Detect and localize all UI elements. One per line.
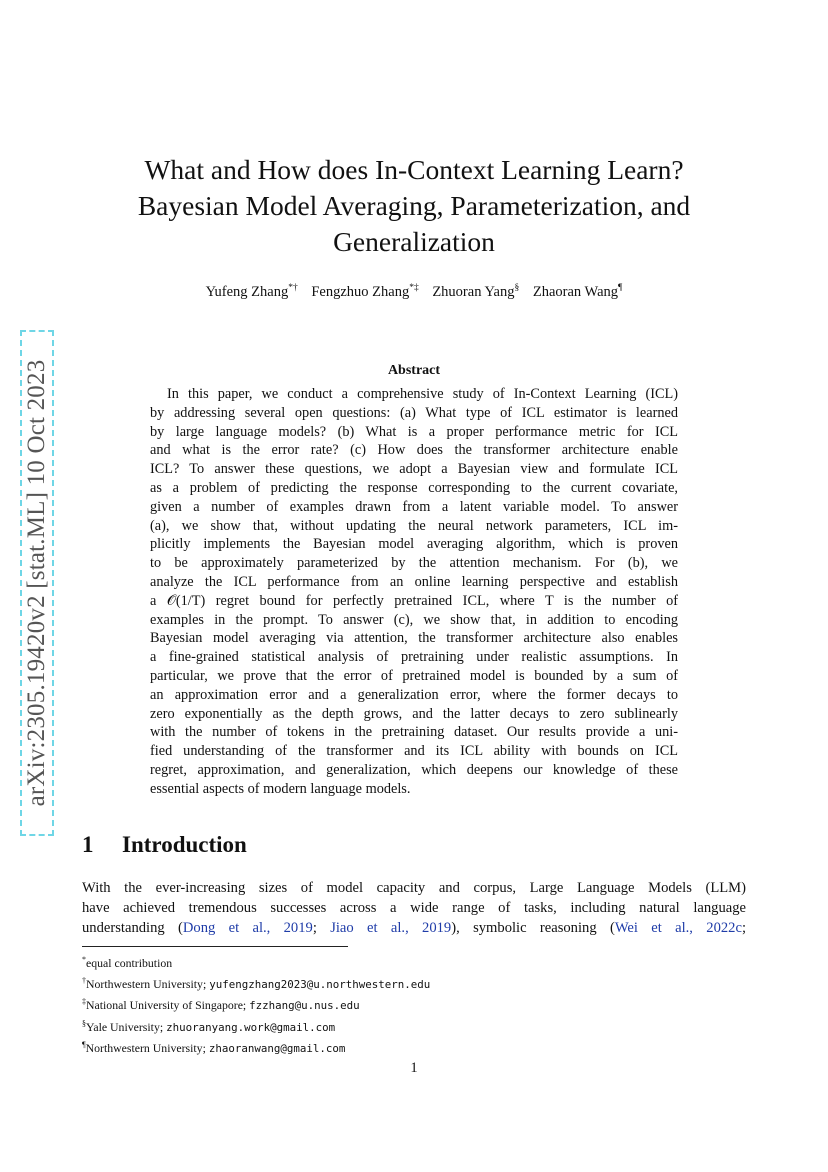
footnotes [82,951,430,1057]
footnote: †Northwestern University; yufengzhang2023@u.northwestern.edu [82,976,431,992]
page-number: 1 [410,1060,418,1076]
abstract-line: with the number of tokens in the pretraining dataset. Our results provide a uni- [150,724,678,741]
section-number: 1 [82,832,94,857]
arxiv-side-stamp[interactable] [20,330,54,836]
section-title: Introduction [122,832,247,857]
abstract-line: particular, we prove that the error of pretrained model is bounded by a sum of [150,667,678,684]
footnote: *equal contribution [82,955,173,970]
footnote-divider [82,946,348,947]
email-address: yufengzhang2023@u.northwestern.edu [209,978,431,992]
title-line: Generalization [333,226,495,257]
citation-link[interactable]: Dong et al., 2019 [182,920,313,936]
citation-link[interactable]: Wei et al., 2022c [614,920,742,936]
abstract-line: as a problem of predicting the response corresponding to the current covariate, [150,479,678,496]
abstract-line: by addressing several open questions: (a) What type of ICL estimator is learned [150,404,678,421]
footnote: §Yale University; zhuoranyang.work@gmail.com [82,1018,336,1034]
footnote: ¶Northwestern University; zhaoranwang@gmail.com [82,1039,346,1055]
author: Zhuoran Yang§ [432,283,520,300]
section-heading [82,832,247,858]
abstract-line: essential aspects of modern language models. [150,780,411,797]
abstract-line: ICL? To answer these questions, we adopt a Bayesian view and formulate ICL [150,461,678,478]
abstract-line: zero exponentially as the depth grows, and the latter decays to zero sublinearly [150,705,678,722]
abstract-line: a fine-grained statistical analysis of pretraining under realistic assumptions. In [150,649,678,666]
abstract-line: a 𝒪(1/T) regret bound for perfectly pretrained ICL, where T is the number of [150,592,678,609]
paper-title [100,152,728,260]
intro-line: have achieved tremendous successes across a wide range of tasks, including natural language [82,900,746,916]
abstract-line: analyze the ICL performance from an online learning perspective and establish [150,573,678,590]
intro-line: With the ever-increasing sizes of model capacity and corpus, Large Language Models (LLM) [82,880,746,896]
abstract-body [150,385,678,799]
author: Fengzhuo Zhang*‡ [311,283,419,300]
abstract-line: to be approximately parameterized by the attention mechanism. For (b), we [150,555,678,572]
abstract-line: and what is the error rate? (c) How does the transformer architecture enable [150,442,678,459]
citation-link[interactable]: Jiao et al., 2019 [330,920,452,936]
abstract-line: In this paper, we conduct a comprehensive study of In-Context Learning (ICL) [167,386,678,402]
abstract-line: an approximation error and a generalization error, where the former decays to [150,686,678,703]
author: Yufeng Zhang*† [205,283,298,300]
email-address: zhaoranwang@gmail.com [208,1041,346,1055]
abstract-heading: Abstract [387,363,441,378]
arxiv-identifier: arXiv:2305.19420v2 [stat.ML] 10 Oct 2023 [23,359,50,807]
email-address: zhuoranyang.work@gmail.com [166,1020,336,1034]
footnote: ‡National University of Singapore; fzzhang@u.nus.edu [82,997,360,1013]
author: Zhaoran Wang¶ [532,283,623,300]
abstract-line: given a number of examples drawn from a latent variable model. To answer [150,498,678,515]
abstract-line: examples in the prompt. To answer (c), we show that, in addition to encoding [150,611,678,628]
email-address: fzzhang@u.nus.edu [249,999,360,1013]
author-list [120,283,708,301]
introduction-body [82,878,746,938]
abstract-line: regret, approximation, and generalization, which deepens our knowledge of these [150,761,678,778]
abstract-line: fied understanding of the transformer and its ICL ability with bounds on ICL [150,743,678,760]
intro-line: understanding (Dong et al., 2019; Jiao et al., 2019), symbolic reasoning (Wei et al., 2022c; [82,920,746,936]
title-line: What and How does In-Context Learning Learn? [144,154,684,185]
abstract-line: by large language models? (b) What is a proper performance metric for ICL [150,423,678,440]
abstract-line: (a), we show that, without updating the neural network parameters, ICL im- [150,517,678,534]
abstract-line: plicitly implements the Bayesian model averaging algorithm, which is proven [150,536,678,553]
title-line: Bayesian Model Averaging, Parameterization, and [137,190,691,221]
abstract-line: Bayesian model averaging via attention, the transformer architecture also enables [150,630,678,647]
